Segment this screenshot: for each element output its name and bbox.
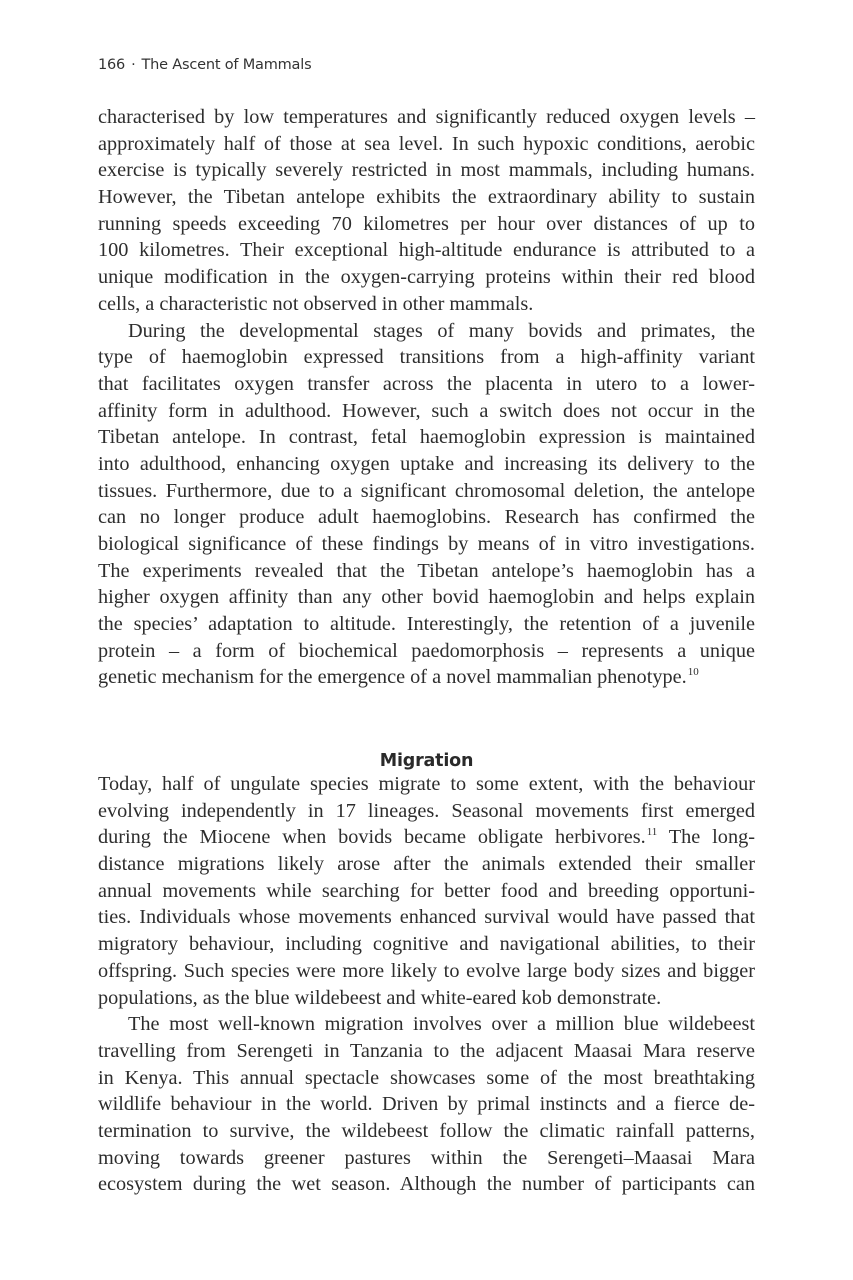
page-number: 166 [98, 57, 126, 73]
text-line: termination to survive, the wildebeest follow the climatic rainfall patterns, [98, 1119, 755, 1142]
text-line: that facilitates oxygen transfer across the placenta in utero to a lower- [98, 372, 755, 395]
text-line [98, 824, 755, 851]
text-line: The experiments revealed that the Tibetan antelope’s haemoglobin has a [98, 559, 755, 582]
body-text-block-1 [98, 104, 755, 691]
text-line: exercise is typically severely restricted in most mammals, including humans. [98, 159, 755, 182]
text-line: moving towards greener pastures within the Serengeti–Maasai Mara [98, 1146, 755, 1169]
text-line-content: during the Miocene when bovids became obligate herbivores. [98, 826, 646, 849]
text-line [98, 664, 755, 691]
text-line: wildlife behaviour in the world. Driven by primal instincts and a fierce de- [98, 1093, 755, 1116]
text-line: 100 kilometres. Their exceptional high-altitude endurance is attributed to a [98, 239, 755, 262]
text-line-content: genetic mechanism for the emergence of a novel mammalian phenotype. [98, 666, 687, 689]
text-line: the species’ adaptation to altitude. Interestingly, the retention of a juvenile [98, 613, 755, 636]
text-line: migratory behaviour, including cognitive and navigational abilities, to their [98, 933, 755, 956]
text-line: The most well-known migration involves over a million blue wildebeest [128, 1013, 755, 1036]
text-line: can no longer produce adult haemoglobins. Research has confirmed the [98, 506, 755, 529]
text-line: annual movements while searching for better food and breeding opportuni- [98, 879, 755, 902]
text-line: ecosystem during the wet season. Although the number of participants can [98, 1173, 755, 1196]
text-line: higher oxygen affinity than any other bovid haemoglobin and helps explain [98, 586, 755, 609]
running-head [98, 57, 311, 73]
paragraph [98, 318, 755, 692]
text-line-content: The long- [657, 826, 755, 849]
text-line: running speeds exceeding 70 kilometres per hour over distances of up to [98, 212, 755, 235]
text-line: unique modification in the oxygen-carrying proteins within their red blood [98, 266, 755, 289]
text-line: distance migrations likely arose after the animals extended their smaller [98, 853, 755, 876]
paragraph [98, 771, 755, 1011]
text-line: type of haemoglobin expressed transitions from a high-affinity variant [98, 346, 755, 369]
endnote-reference[interactable]: 11 [646, 826, 658, 839]
text-line: Tibetan antelope. In contrast, fetal haemoglobin expression is maintained [98, 426, 755, 449]
text-line: in Kenya. This annual spectacle showcases some of the most breathtaking [98, 1066, 755, 1089]
text-line: During the developmental stages of many bovids and primates, the [128, 319, 755, 342]
text-line: into adulthood, enhancing oxygen uptake and increasing its delivery to the [98, 452, 755, 475]
endnote-reference[interactable]: 10 [687, 666, 699, 679]
text-line: travelling from Serengeti in Tanzania to the adjacent Maasai Mara reserve [98, 1039, 755, 1062]
text-line: affinity form in adulthood. However, such a switch does not occur in the [98, 399, 755, 422]
text-line: ties. Individuals whose movements enhanced survival would have passed that [98, 906, 755, 929]
text-line: characterised by low temperatures and significantly reduced oxygen levels – [98, 106, 755, 128]
running-head-separator: · [131, 57, 136, 73]
text-line: cells, a characteristic not observed in other mammals. [98, 292, 534, 315]
text-line: However, the Tibetan antelope exhibits the extraordinary ability to sustain [98, 186, 755, 209]
text-line: evolving independently in 17 lineages. Seasonal movements first emerged [98, 799, 755, 822]
paragraph [98, 1011, 755, 1198]
text-line: protein – a form of biochemical paedomorphosis – represents a unique [98, 639, 755, 662]
paragraph [98, 104, 755, 318]
book-title: The Ascent of Mammals [141, 57, 312, 73]
text-line: biological significance of these findings by means of in vitro investigations. [98, 533, 755, 555]
text-line: populations, as the blue wildebeest and white-eared kob demonstrate. [98, 986, 662, 1009]
section-heading: Migration [379, 750, 474, 771]
text-line: approximately half of those at sea level. In such hypoxic conditions, aerobic [98, 132, 755, 155]
text-line: tissues. Furthermore, due to a significant chromosomal deletion, the antelope [98, 479, 755, 502]
text-line: offspring. Such species were more likely to evolve large body sizes and bigger [98, 959, 755, 982]
text-line: Today, half of ungulate species migrate to some extent, with the behaviour [98, 773, 755, 795]
body-text-block-2 [98, 771, 755, 1198]
